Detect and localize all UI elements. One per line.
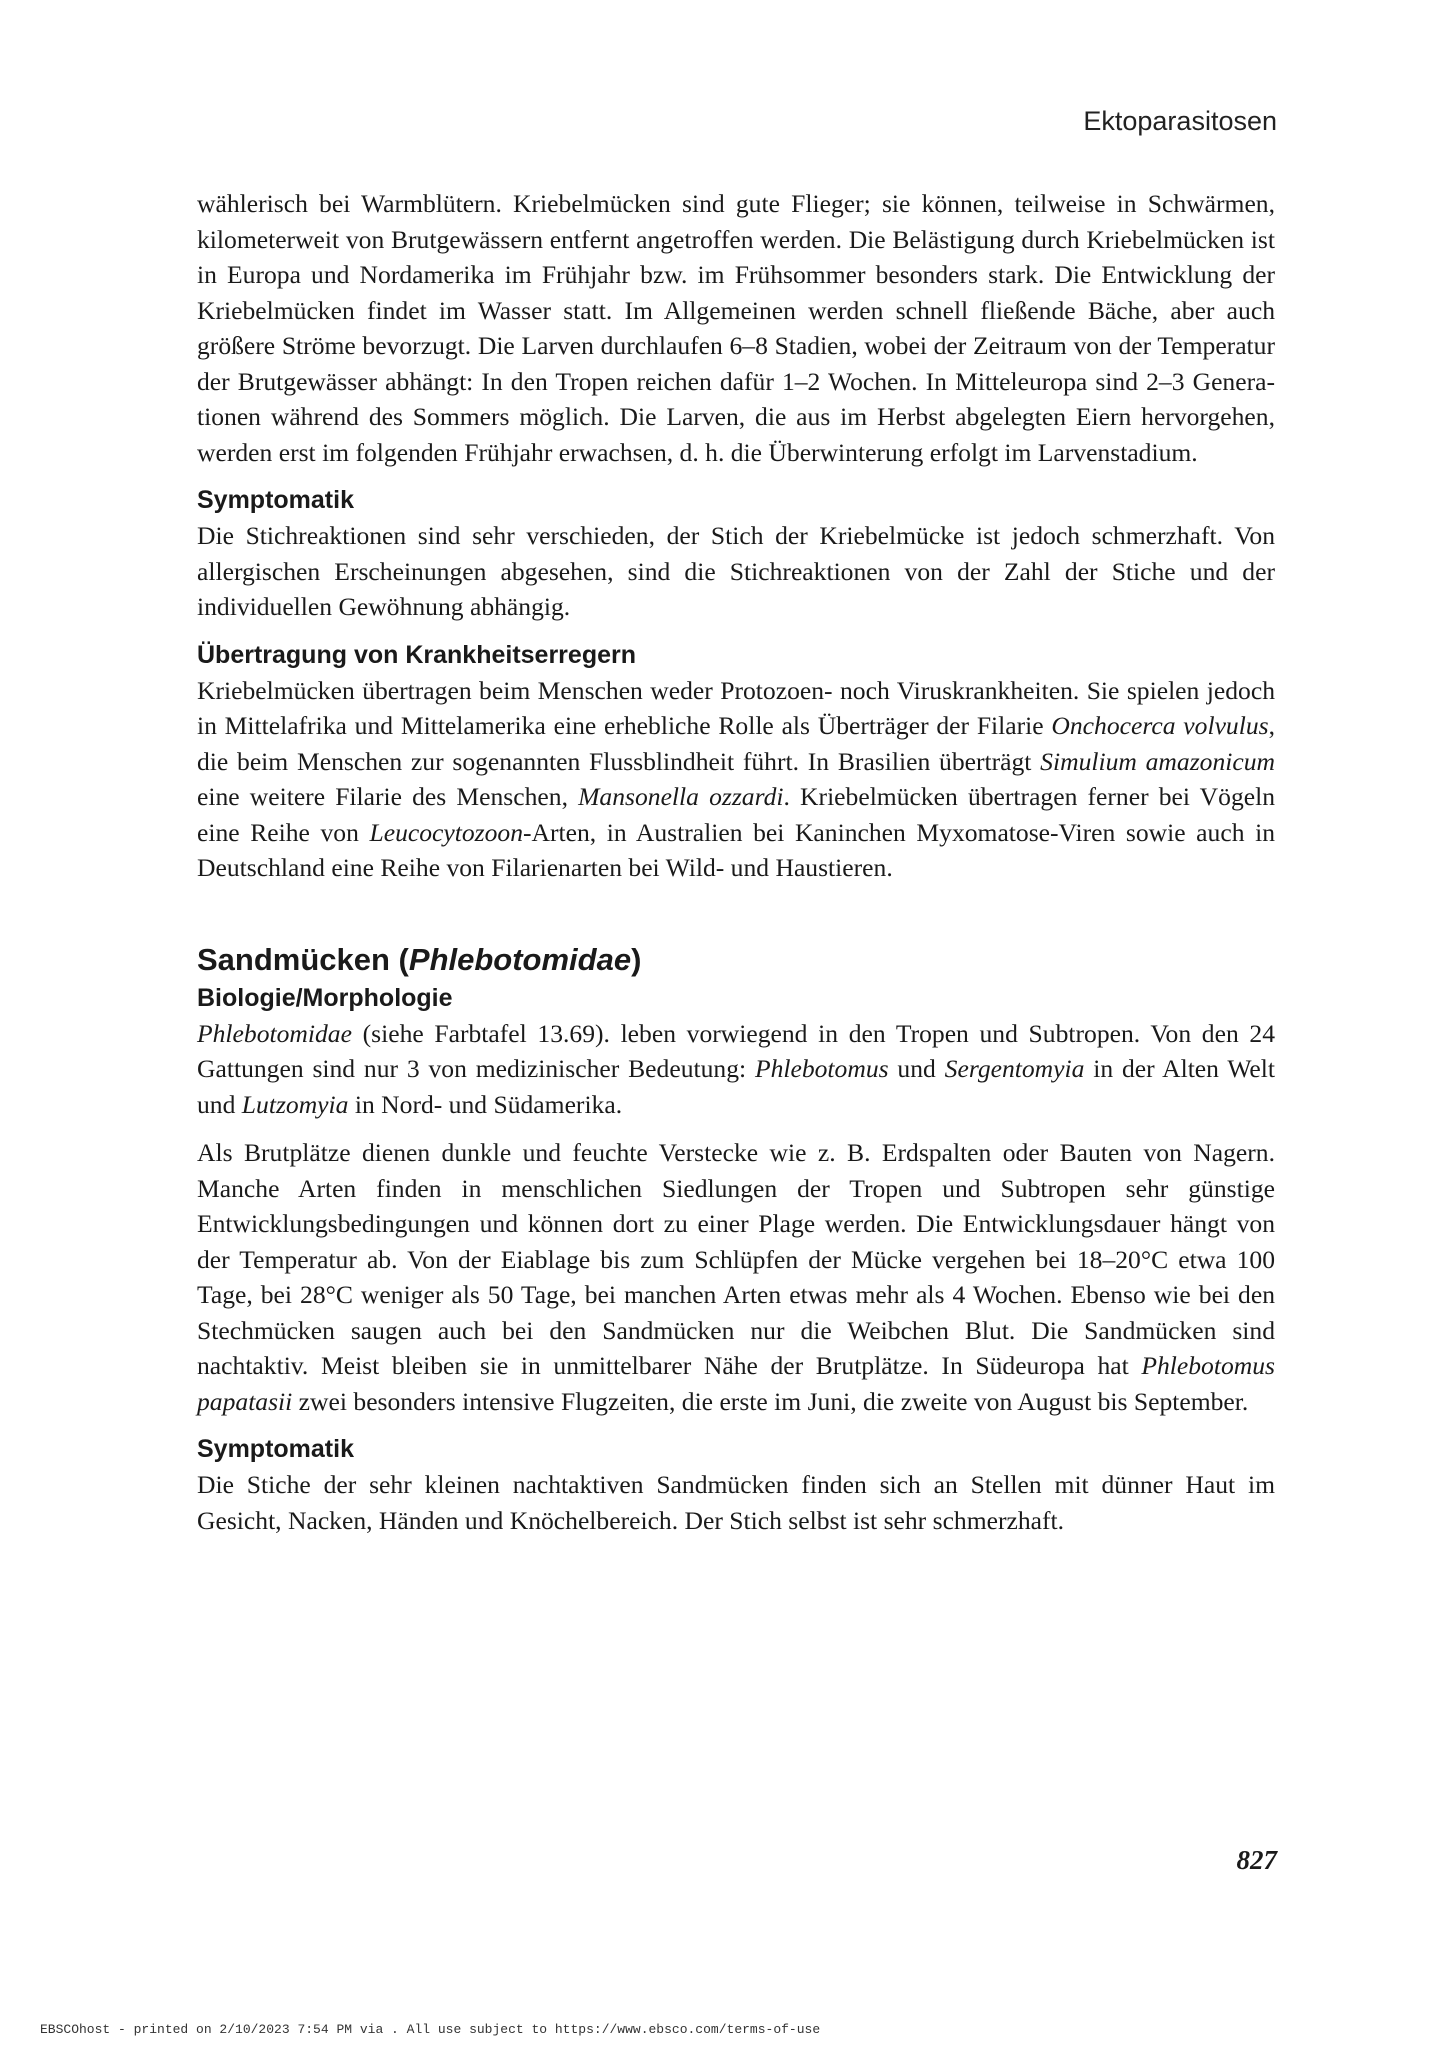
text-run: zwei besonders intensive Flugzeiten, die erste im Juni, die zweite von August bis September. (292, 1386, 1249, 1416)
symptomatik-heading: Symptomatik (197, 486, 354, 514)
genus-name: Lutzomyia (241, 1089, 349, 1119)
text-run: und (888, 1054, 945, 1083)
intro-paragraph: wählerisch bei Warmblütern. Kriebelmücken sind gute Flieger; sie können, teilweise in Schwärmen, kilometerweit von Brutgewässern entfernt angetroffen werden. Die Belästigung durch Kriebelmücken ist in Europa und Nordamerika im Frühjahr bzw. im Frühsommer besonders stark. Die Entwicklung der Kriebelmücken findet im Wasser statt. Im Allgemeinen werden schnell fließende Bäche, aber auch größere Ströme bevorzugt. Die Larven durchlaufen 6–8 Stadien, wobei der Zeitraum von der Temperatur der Brutgewässer abhängt: In den Tropen reichen dafür 1–2 Wochen. In Mitteleuropa sind 2–3 Generationen während des Sommers möglich. Die Larven, die aus im Herbst abgelegten Eiern hervorgehen, werden erst im folgenden Frühjahr erwachsen, d. h. die Überwinterung erfolgt im Larvenstadium. (197, 189, 1275, 467)
symptomatik-paragraph: Die Stichreaktionen sind sehr verschieden, der Stich der Kriebelmücke ist jedoch schmerzhaft. Von allergischen Erscheinungen abgesehen, sind die Stichreaktionen von der Zahl der Stiche und der individuellen Gewöhnung abhängig. (197, 521, 1275, 621)
section-title-prefix: Sandmücken ( (197, 941, 409, 977)
species-name: Onchocerca volvulus (1051, 711, 1269, 740)
text-run: in Nord- und Südamerika. (348, 1089, 623, 1119)
text-run: -Arten, in Australien bei Kaninchen Myxomatose-Viren sowie auch in Deutschland eine Reihe von Filarienarten bei Wild- und Haustieren. (197, 817, 1275, 882)
page-body (197, 186, 1275, 1538)
species-name: Phlebotomus papatasii (197, 1351, 1275, 1416)
print-footer: EBSCOhost - printed on 2/10/2023 7:54 PM via . All use subject to https://www.ebsco.com/terms-of-use (40, 2022, 821, 2037)
page-number: 827 (1236, 1845, 1277, 1875)
section-title-family: Phlebotomidae (408, 941, 632, 977)
running-header: Ektoparasitosen (1083, 106, 1277, 136)
biologie-paragraph-2 (197, 1135, 1275, 1419)
symptomatik-paragraph-2: Die Stiche der sehr kleinen nachtaktiven Sandmücken finden sich an Stellen mit dünner Haut im Gesicht, Nacken, Händen und Knöchelbereich. Der Stich selbst ist sehr schmerzhaft. (197, 1470, 1275, 1535)
text-run: Als Brutplätze dienen dunkle und feuchte Verstecke wie z. B. Erdspalten oder Bauten von Nagern. Manche Arten finden in menschlichen Siedlungen der Tropen und Subtropen sehr günstige Entwicklungsbedingungen und können dort zu einer Plage werden. Die Entwicklungsdauer hängt von der Temperatur ab. Von der Eiablage bis zum Schlüpfen der Mücke vergehen bei 18–20°C etwa 100 Tage, bei 28°C weniger als 50 Tage, bei manchen Arten etwas mehr als 4 Wochen. Ebenso wie bei den Stechmücken saugen auch bei den Sandmücken nur die Weibchen Blut. Die Sandmücken sind nachtaktiv. Meist bleiben sie in unmittelbarer Nähe der Brutplätze. In Südeuropa hat (197, 1138, 1275, 1380)
uebertragung-heading: Übertragung von Krankheitserregern (197, 640, 636, 669)
section-title-suffix: ) (631, 941, 642, 977)
text-run: , die beim Menschen zur sogenannten Flussblindheit führt. In Brasilien überträgt (197, 711, 1275, 776)
species-name: Simulium amazonicum (1040, 746, 1276, 776)
text-run: eine weitere Filarie des Menschen, (197, 782, 579, 811)
species-name: Mansonella ozzardi (578, 782, 784, 811)
genus-name: Leucocytozoon (369, 817, 524, 847)
biologie-heading: Biologie/Morphologie (197, 983, 453, 1012)
genus-name: Sergentomyia (944, 1054, 1085, 1083)
text-run: Kriebelmücken übertragen beim Menschen weder Protozoen- noch Viruskrankheiten. Sie spielen jedoch in Mittelafrika und Mittelamerika eine erhebliche Rolle als Überträger der Filarie (197, 675, 1275, 740)
symptomatik-heading-2: Symptomatik (197, 1435, 354, 1463)
family-name: Phlebotomidae (197, 1018, 352, 1048)
text-run: . Kriebelmücken übertragen ferner bei Vögeln eine Reihe von (197, 782, 1276, 847)
text-run: (siehe Farbtafel 13.69). leben vorwiegend in den Tropen und Subtropen. Von den 24 Gattungen sind nur 3 von medizinischer Bedeutung: (197, 1018, 1275, 1083)
section-title-sandmuecken (197, 941, 1275, 979)
uebertragung-paragraph (197, 673, 1275, 886)
biologie-paragraph-1 (197, 1016, 1275, 1123)
text-run: in der Alten Welt und (197, 1054, 1276, 1119)
genus-name: Phlebotomus (754, 1054, 889, 1083)
